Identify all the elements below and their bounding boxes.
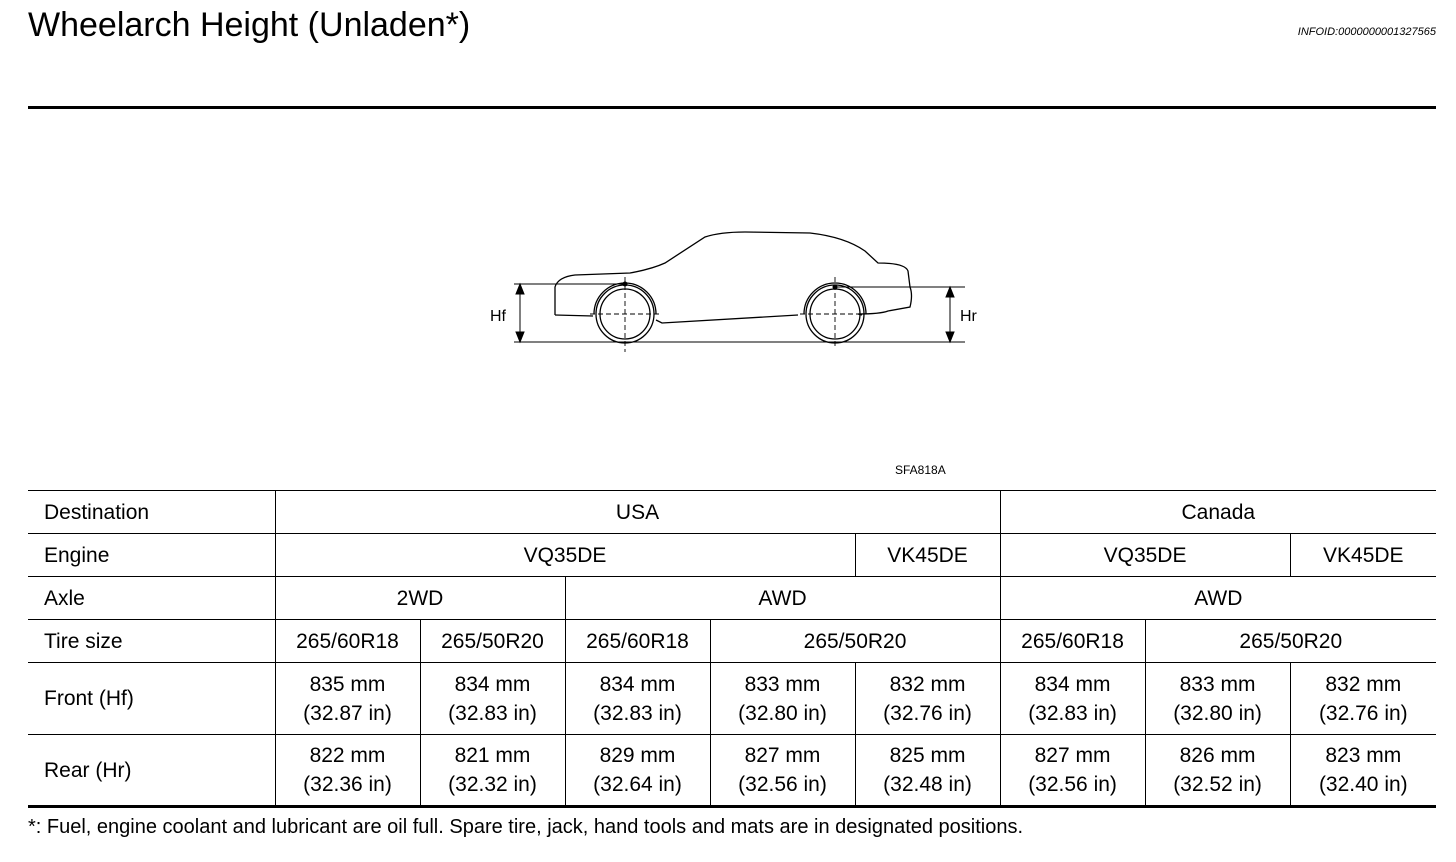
front-in: (32.87 in) (303, 701, 392, 725)
front-in: (32.80 in) (1173, 701, 1262, 725)
wheelarch-spec-table (28, 490, 1436, 808)
front-in: (32.76 in) (883, 701, 972, 725)
rear-cell (565, 735, 710, 807)
row-engine (28, 534, 1436, 577)
rear-mm: 825 mm (889, 744, 966, 767)
hr-label: Hr (960, 308, 977, 325)
engine-canada-vk45de: VK45DE (1290, 534, 1436, 577)
axle-canada-awd: AWD (1000, 577, 1436, 620)
front-mm: 835 mm (309, 672, 386, 696)
front-mm: 832 mm (1325, 672, 1402, 696)
rear-mm: 827 mm (1034, 744, 1111, 767)
front-in: (32.80 in) (738, 701, 827, 725)
front-in: (32.76 in) (1318, 701, 1408, 725)
rear-in: (32.32 in) (448, 773, 537, 796)
page-title: Wheelarch Height (Unladen*) (28, 6, 471, 44)
rear-in: (32.64 in) (593, 773, 682, 796)
row-label-engine: Engine (28, 534, 275, 577)
row-destination (28, 491, 1436, 534)
destination-usa: USA (275, 491, 1000, 534)
front-cell (710, 663, 855, 735)
row-label-tire: Tire size (28, 620, 275, 663)
front-in: (32.83 in) (448, 701, 537, 725)
front-in: (32.83 in) (1028, 701, 1117, 725)
tire-cell: 265/60R18 (1000, 620, 1145, 663)
row-label-front: Front (Hf) (28, 663, 275, 735)
rear-cell (1290, 735, 1436, 807)
rear-in: (32.56 in) (1028, 773, 1117, 796)
front-cell (565, 663, 710, 735)
rear-in: (32.52 in) (1173, 773, 1262, 796)
rear-cell (275, 735, 420, 807)
front-mm: 833 mm (1179, 672, 1256, 696)
row-label-rear: Rear (Hr) (28, 735, 275, 807)
tire-cell: 265/50R20 (420, 620, 565, 663)
tire-cell: 265/60R18 (565, 620, 710, 663)
front-in: (32.83 in) (593, 701, 682, 725)
destination-canada: Canada (1000, 491, 1436, 534)
front-cell (1000, 663, 1145, 735)
axle-usa-awd: AWD (565, 577, 1000, 620)
engine-canada-vq35de: VQ35DE (1000, 534, 1290, 577)
rear-cell (420, 735, 565, 807)
front-mm: 834 mm (599, 672, 676, 696)
engine-usa-vq35de: VQ35DE (275, 534, 855, 577)
axle-usa-2wd: 2WD (275, 577, 565, 620)
rear-cell (1000, 735, 1145, 807)
rear-mm: 829 mm (599, 744, 676, 767)
row-rear-hr (28, 735, 1436, 807)
car-body-outline (555, 232, 912, 323)
front-mm: 833 mm (744, 672, 821, 696)
row-axle (28, 577, 1436, 620)
wheelarch-diagram (480, 215, 1000, 360)
rear-mm: 823 mm (1325, 744, 1402, 767)
rear-in: (32.56 in) (738, 773, 827, 796)
rear-in: (32.36 in) (303, 773, 392, 796)
rear-cell (710, 735, 855, 807)
rear-cell (1145, 735, 1290, 807)
rear-mm: 826 mm (1179, 744, 1256, 767)
tire-cell: 265/50R20 (1145, 620, 1436, 663)
row-front-hf (28, 663, 1436, 735)
figure-code: SFA818A (895, 463, 946, 477)
front-cell (855, 663, 1000, 735)
rear-in: (32.40 in) (1318, 773, 1408, 796)
title-divider (28, 106, 1436, 109)
rear-mm: 821 mm (454, 744, 531, 767)
front-cell (1290, 663, 1436, 735)
info-id: INFOID:0000000001327565 (1297, 26, 1436, 38)
front-cell (1145, 663, 1290, 735)
hf-label: Hf (490, 308, 506, 325)
front-cell (420, 663, 565, 735)
rear-in: (32.48 in) (883, 773, 972, 796)
front-mm: 834 mm (1034, 672, 1111, 696)
rear-cell (855, 735, 1000, 807)
engine-usa-vk45de: VK45DE (855, 534, 1000, 577)
tire-cell: 265/60R18 (275, 620, 420, 663)
front-cell (275, 663, 420, 735)
row-label-axle: Axle (28, 577, 275, 620)
car-side-view-drawing (480, 215, 1000, 360)
footnote: *: Fuel, engine coolant and lubricant are oil full. Spare tire, jack, hand tools and mats are in designated positions. (28, 816, 1024, 838)
front-mm: 832 mm (889, 672, 966, 696)
tire-cell: 265/50R20 (710, 620, 1000, 663)
row-tire-size (28, 620, 1436, 663)
rear-mm: 827 mm (744, 744, 821, 767)
row-label-destination: Destination (28, 491, 275, 534)
rear-mm: 822 mm (309, 744, 386, 767)
front-mm: 834 mm (454, 672, 531, 696)
